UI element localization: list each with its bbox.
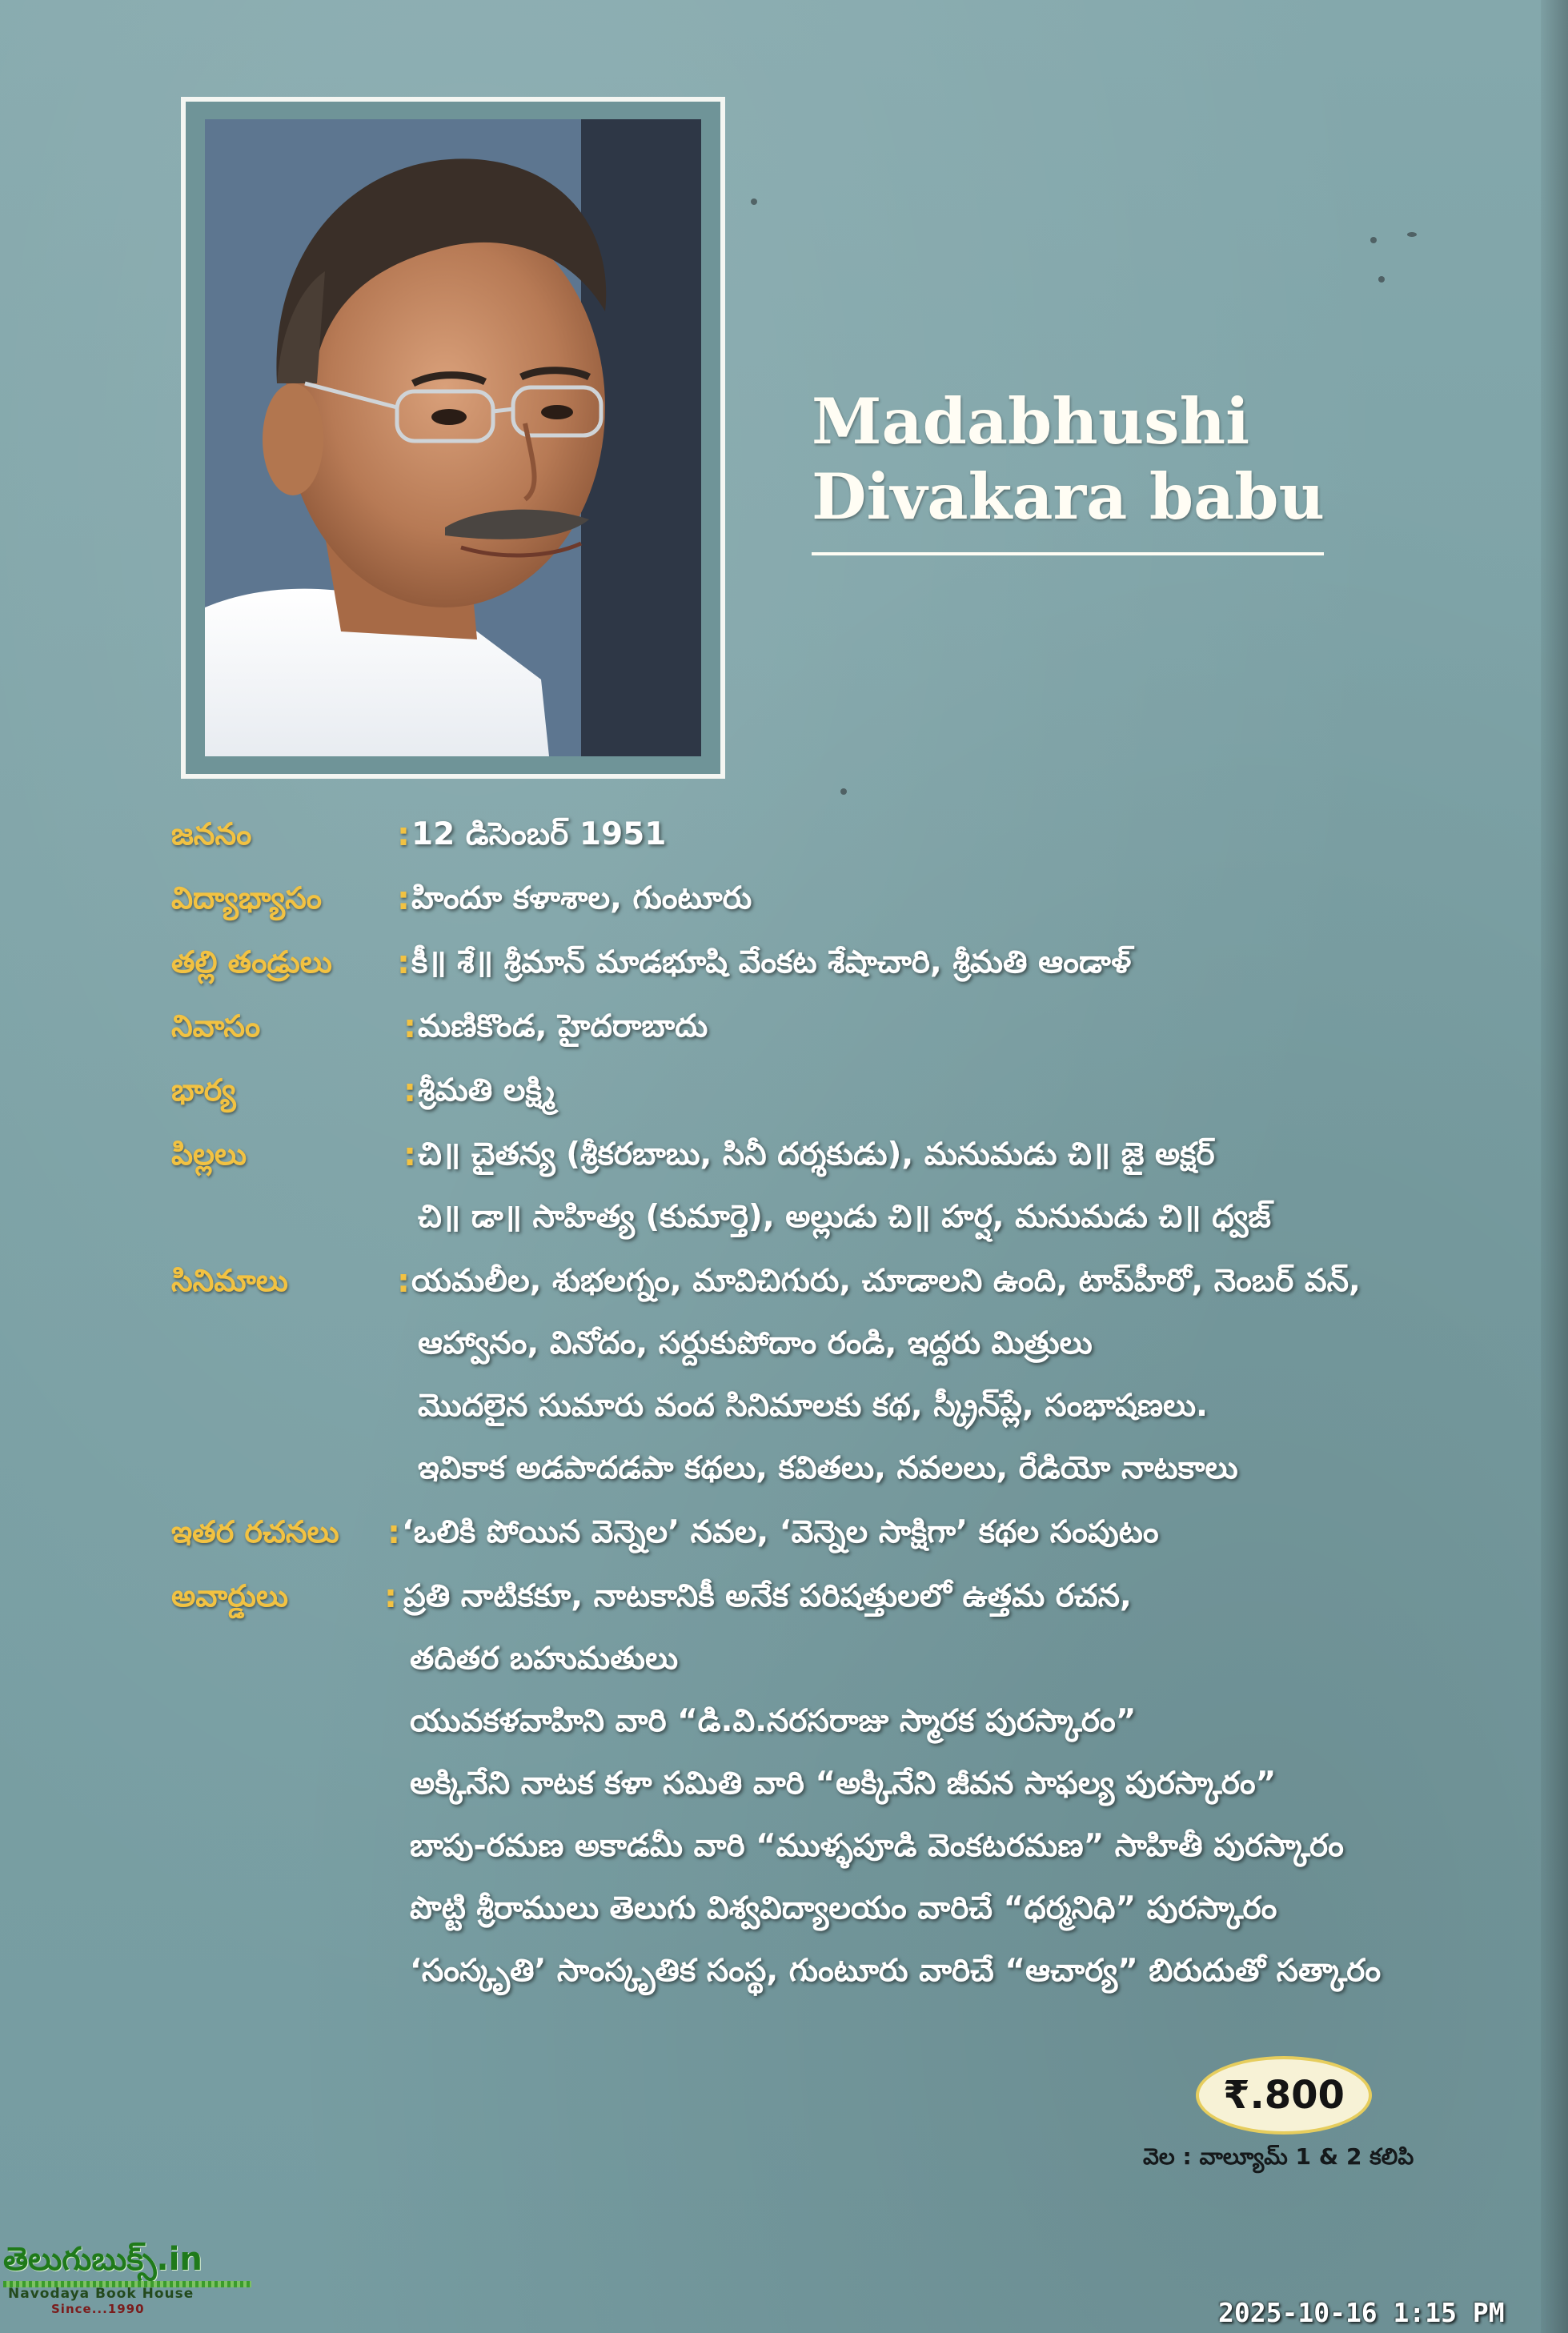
bio-value-continuation: ఆహ్వానం, వినోదం, సర్దుకుపోదాం రండి, ఇద్దరు మిత్రులు (418, 1325, 1093, 1361)
bio-value-continuation: అక్కినేని నాటక కళా సమితి వారి “అక్కినేని జీవన సాఫల్య పురస్కారం” (410, 1766, 1277, 1802)
bio-colon: : (403, 1008, 416, 1045)
publisher-name: Navodaya Book House (8, 2286, 194, 2302)
author-photo (205, 119, 701, 756)
bio-label: ఇతర రచనలు (171, 1514, 339, 1549)
bio-colon: : (387, 1514, 400, 1551)
price-note: వెల : వాల్యూమ్ 1 & 2 కలిపి (1143, 2143, 1414, 2170)
bio-value: చి॥ చైతన్య (శ్రీకరబాబు, సినీ దర్శకుడు), మనుమడు చి॥ జై అక్షర్ (418, 1136, 1215, 1173)
bio-colon: : (397, 944, 410, 981)
bio-label: పిల్లలు (171, 1136, 247, 1172)
bio-colon: : (397, 880, 410, 917)
cover-edge-shadow (1541, 0, 1568, 2333)
publisher-since: Since...1990 (51, 2302, 145, 2316)
scan-timestamp: 2025-10-16 1:15 PM (1218, 2297, 1505, 2328)
bio-value-continuation: చి॥ డా॥ సాహిత్య (కుమార్తె), అల్లుడు చి॥ హర్ష, మనుమడు చి॥ ధ్వజ్ (418, 1199, 1271, 1235)
author-name-line2: Divakara babu (812, 459, 1325, 534)
bio-label: తల్లి తండ్రులు (171, 944, 332, 980)
publisher-logo (3, 2241, 259, 2318)
bio-label: విద్యాభ్యాసం (171, 880, 323, 916)
bio-colon: : (397, 816, 410, 853)
bio-colon: : (403, 1136, 416, 1173)
bio-label: అవార్డులు (171, 1578, 288, 1613)
bio-colon: : (403, 1072, 416, 1109)
bio-value: మణికొండ, హైదరాబాదు (418, 1008, 708, 1044)
bio-label: భార్య (171, 1072, 236, 1108)
cover-speck (1378, 276, 1385, 283)
bio-colon: : (397, 1263, 410, 1300)
price-amount: ₹.800 (1223, 2073, 1345, 2118)
author-name-line1: Madabhushi (812, 384, 1250, 459)
bio-value-continuation: మొదలైన సుమారు వంద సినిమాలకు కథ, స్క్రీన్‌ప్లే, సంభాషణలు. (418, 1388, 1208, 1424)
publisher-logo-text: తెలుగుబుక్స్.in (3, 2241, 203, 2278)
bio-value: 12 డిసెంబర్ 1951 (411, 816, 667, 852)
bio-value: కీ॥ శే॥ శ్రీమాన్ మాడభూషి వేంకట శేషాచారి, శ్రీమతి ఆండాళ్ (411, 944, 1132, 980)
bio-value: శ్రీమతి లక్ష్మి (418, 1072, 555, 1108)
bio-value-continuation: పొట్టి శ్రీరాములు తెలుగు విశ్వవిద్యాలయం వారిచే “ధర్మనిధి” పురస్కారం (410, 1890, 1277, 1926)
author-portrait-illustration (205, 119, 701, 756)
author-name-underline (812, 552, 1324, 555)
bio-value-continuation: బాపు-రమణ అకాడమీ వారి “ముళ్ళపూడి వెంకటరమణ” సాహితీ పురస్కారం (410, 1828, 1344, 1864)
author-photo-frame (181, 97, 725, 779)
bio-value: హిందూ కళాశాల, గుంటూరు (411, 880, 752, 916)
cover-speck (1407, 232, 1417, 237)
price-badge (1196, 2056, 1372, 2135)
bio-value-continuation: యువకళవాహిని వారి “డి.వి.నరసరాజు స్మారక పురస్కారం” (410, 1703, 1137, 1739)
cover-speck (840, 788, 847, 795)
cover-speck (1370, 237, 1377, 243)
author-name-block (812, 384, 1332, 535)
bio-colon: : (384, 1578, 397, 1615)
bio-value: ప్రతి నాటికకూ, నాటకానికీ అనేక పరిషత్తులలో ఉత్తమ రచన, (403, 1578, 1132, 1614)
bio-label: జననం (171, 816, 252, 852)
bio-value-continuation: ‘సంస్కృతి’ సాంస్కృతిక సంస్థ, గుంటూరు వారిచే “ఆచార్య” బిరుదుతో సత్కారం (410, 1953, 1382, 1989)
bio-value: యమలీల, శుభలగ్నం, మావిచిగురు, చూడాలని ఉంది, టాప్‌హీరో, నెంబర్ వన్, (411, 1263, 1361, 1299)
bio-value-continuation: ఇవికాక అడపాదడపా కథలు, కవితలు, నవలలు, రేడియో నాటకాలు (418, 1450, 1238, 1486)
cover-speck (751, 198, 757, 205)
bio-label: నివాసం (171, 1008, 261, 1044)
bio-value: ‘ఒలికి పోయిన వెన్నెల’ నవల, ‘వెన్నెల సాక్షిగా’ కథల సంపుటం (402, 1514, 1159, 1550)
bio-value-continuation: తదితర బహుమతులు (410, 1641, 679, 1677)
bio-label: సినిమాలు (171, 1263, 288, 1298)
